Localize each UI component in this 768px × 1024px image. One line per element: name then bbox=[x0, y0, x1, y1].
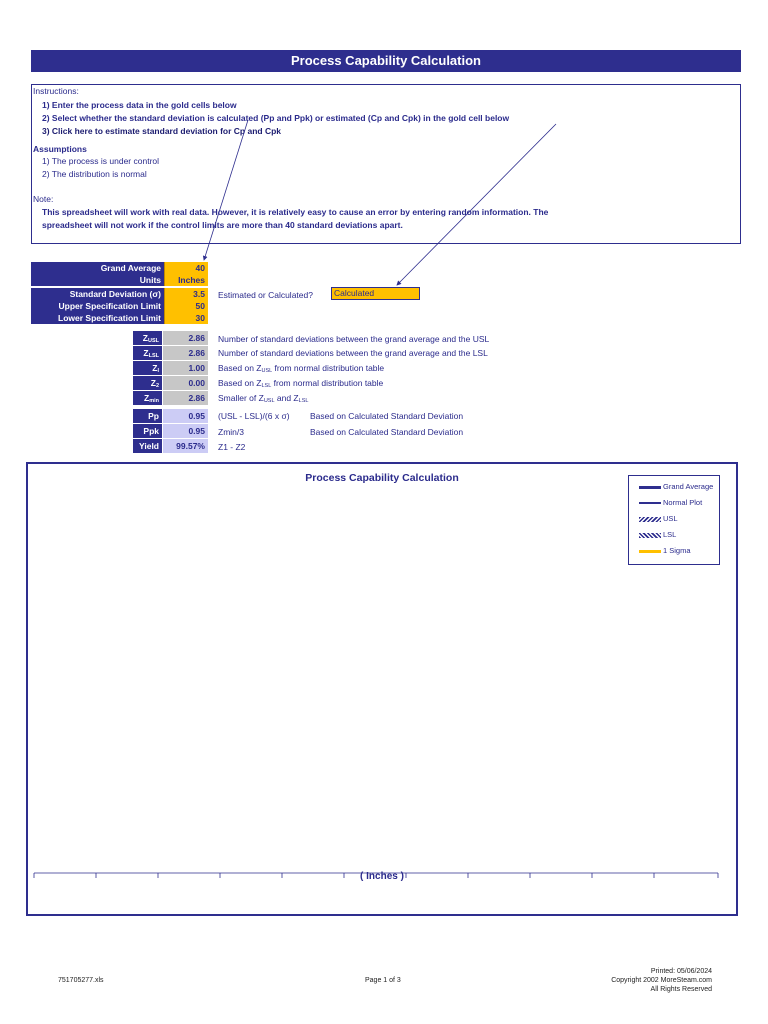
grand-average-label: Grand Average bbox=[31, 262, 164, 274]
z-usl-label: $Z_{USL}$ bbox=[133, 331, 162, 345]
grand-average-swatch-icon bbox=[639, 486, 661, 489]
pp-formula: (USL - LSL)/(6 x σ) bbox=[218, 411, 290, 421]
footer-page-number: Page 1 of 3 bbox=[365, 977, 401, 984]
page-title: Process Capability Calculation bbox=[31, 50, 741, 72]
footer-filename: 751705277.xls bbox=[58, 977, 104, 984]
estimated-or-calculated-label: Estimated or Calculated? bbox=[218, 290, 313, 300]
z-usl-desc: Number of standard deviations between the grand average and the USL bbox=[218, 334, 490, 344]
lsl-swatch-icon bbox=[639, 533, 661, 538]
lsl-label: Lower Specification Limit bbox=[31, 312, 164, 324]
normal-plot-swatch-icon bbox=[639, 502, 661, 504]
z-usl-value: 2.86 bbox=[163, 331, 208, 345]
pp-basis: Based on Calculated Standard Deviation bbox=[310, 411, 464, 421]
yield-formula: Z1 - Z2 bbox=[218, 442, 246, 452]
chart-title: Process Capability Calculation bbox=[305, 472, 459, 484]
legend-1-sigma: 1 Sigma bbox=[639, 546, 691, 555]
footer-rights: All Rights Reserved bbox=[650, 986, 712, 993]
chart-legend bbox=[628, 475, 720, 565]
usl-input[interactable]: 50 bbox=[164, 300, 208, 312]
z-min-desc: Smaller of $Z_{USL}$ and $Z_{LSL}$ bbox=[218, 393, 309, 404]
legend-grand-average: Grand Average bbox=[639, 482, 713, 491]
assumption-2: 2) The distribution is normal bbox=[42, 169, 147, 179]
estimate-std-dev-link[interactable]: 3) Click here to estimate standard deviation for Cp and Cpk bbox=[42, 126, 281, 136]
annotation-arrows bbox=[0, 0, 768, 470]
z-lsl-value: 2.86 bbox=[163, 346, 208, 360]
std-dev-label: Standard Deviation (σ) bbox=[31, 288, 164, 300]
z-1-value: 1.00 bbox=[163, 361, 208, 375]
ppk-value: 0.95 bbox=[163, 424, 208, 438]
pp-label: Pp bbox=[133, 409, 162, 423]
z-2-value: 0.00 bbox=[163, 376, 208, 390]
z-min-label: $Z_{min}$ bbox=[133, 391, 162, 405]
z-2-label: $Z_2$ bbox=[133, 376, 162, 390]
ppk-label: Ppk bbox=[133, 424, 162, 438]
arrow-to-calc-selector bbox=[397, 124, 556, 285]
pp-value: 0.95 bbox=[163, 409, 208, 423]
note-line-1: This spreadsheet will work with real data. However, it is relatively easy to cause an error by entering random information. The bbox=[42, 207, 549, 217]
z-1-label: $Z_l$ bbox=[133, 361, 162, 375]
note-line-2: spreadsheet will not work if the control limits are more than 40 standard deviations apart. bbox=[42, 220, 403, 230]
instruction-step-2: 2) Select whether the standard deviation is calculated (Pp and Ppk) or estimated (Cp and Cpk) in the gold cell below bbox=[42, 113, 510, 123]
std-dev-input[interactable]: 3.5 bbox=[164, 288, 208, 300]
note-heading: Note: bbox=[33, 194, 54, 204]
ppk-formula: Zmin/3 bbox=[218, 427, 244, 437]
yield-label: Yield bbox=[133, 439, 162, 453]
estimated-or-calculated-select[interactable]: Calculated bbox=[331, 287, 420, 300]
assumption-1: 1) The process is under control bbox=[42, 156, 160, 166]
footer-printed-date: Printed: 05/06/2024 bbox=[650, 968, 712, 975]
legend-lsl: LSL bbox=[639, 530, 676, 539]
usl-label: Upper Specification Limit bbox=[31, 300, 164, 312]
lsl-input[interactable]: 30 bbox=[164, 312, 208, 324]
z-lsl-label: $Z_{LSL}$ bbox=[133, 346, 162, 360]
grand-average-input[interactable]: 40 bbox=[164, 262, 208, 274]
footer-copyright: Copyright 2002 MoreSteam.com bbox=[611, 977, 712, 984]
units-input[interactable]: Inches bbox=[164, 274, 208, 286]
chart-x-label: ( Inches ) bbox=[360, 871, 404, 882]
ppk-basis: Based on Calculated Standard Deviation bbox=[310, 427, 464, 437]
z-1-desc: Based on $Z_{USL}$ from normal distribution table bbox=[218, 363, 385, 374]
instructions-heading: Instructions: bbox=[33, 86, 79, 96]
z-min-value: 2.86 bbox=[163, 391, 208, 405]
assumptions-heading: Assumptions bbox=[33, 144, 87, 154]
yield-value: 99.57% bbox=[163, 439, 208, 453]
z-lsl-desc: Number of standard deviations between the grand average and the LSL bbox=[218, 348, 488, 358]
arrow-to-gold-cells bbox=[204, 120, 248, 260]
one-sigma-swatch-icon bbox=[639, 550, 661, 553]
instruction-step-1: 1) Enter the process data in the gold cells below bbox=[42, 100, 237, 110]
legend-normal-plot: Normal Plot bbox=[639, 498, 702, 507]
legend-usl: USL bbox=[639, 514, 678, 523]
usl-swatch-icon bbox=[639, 517, 661, 522]
z-2-desc: Based on $Z_{LSL}$ from normal distribution table bbox=[218, 378, 384, 389]
units-label: Units bbox=[31, 274, 164, 286]
